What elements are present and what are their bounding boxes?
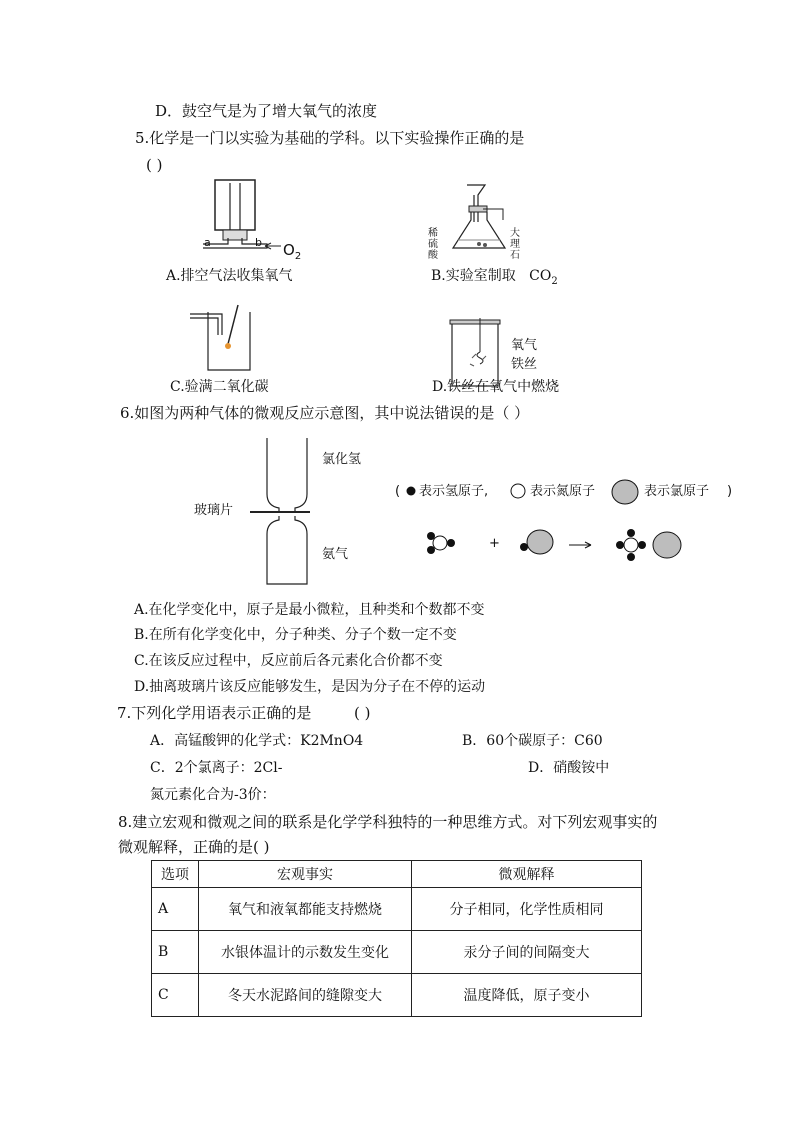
table-cell: 冬天水泥路间的缝隙变大 (199, 974, 412, 1017)
fig-nh3-label: 氨气 (322, 547, 349, 562)
nh3-molecule (427, 532, 455, 554)
q5-stem: 5.化学是一门以实验为基础的学科。以下实验操作正确的是 (135, 129, 525, 147)
q8-table (151, 860, 642, 1017)
fig-d-oxygen: 氧气 (511, 338, 538, 353)
fig-d-wire: 铁丝 (511, 357, 538, 372)
table-row (152, 974, 642, 1017)
nh4cl-molecule (616, 529, 681, 561)
legend-cl-circle (611, 479, 639, 505)
glass-plate (250, 507, 310, 517)
q7-stem: 7.下列化学用语表示正确的是 (117, 704, 312, 722)
q5-label-c: C.验满二氧化碳 (170, 379, 269, 395)
table-header-micro: 微观解释 (412, 861, 642, 888)
fig-a-gas: $O_2$ (283, 241, 302, 262)
q6-option-c: C.在该反应过程中，反应前后各元素化合价都不变 (134, 653, 443, 669)
legend-cl: 表示氯原子 (644, 484, 710, 499)
q6-stem: 6.如图为两种气体的微观反应示意图，其中说法错误的是（ ） (120, 404, 530, 422)
fig-glass-label: 玻璃片 (194, 503, 234, 518)
legend-n: 表示氮原子 (530, 484, 596, 499)
fig-hcl-label: 氯化氢 (322, 452, 362, 467)
q7-option-c: C．2个氯离子：2Cl- (150, 760, 283, 776)
q8-stem: 8.建立宏观和微观之间的联系是化学学科独特的一种思维方式。对下列宏观事实的 (118, 813, 658, 831)
q5-answer-paren: ( ) (146, 156, 163, 174)
q5-figure-c (190, 300, 260, 375)
q6-option-a: A.在化学变化中，原子是最小微粒，且种类和个数都不变 (134, 602, 485, 618)
legend-close: ) (727, 484, 733, 499)
legend-h: 表示氢原子, (419, 484, 489, 499)
table-cell: 水银体温计的示数发生变化 (199, 931, 412, 974)
legend-n-circle (510, 483, 526, 499)
legend-open: ( (395, 484, 401, 499)
q7-answer-paren: ( ) (354, 704, 371, 722)
q5-label-a: A.排空气法收集氧气 (166, 268, 293, 284)
table-row (152, 931, 642, 974)
table-cell: 氧气和液氧都能支持燃烧 (199, 888, 412, 931)
q7-option-d: D．硝酸铵中 (528, 760, 610, 776)
table-cell: 汞分子间的间隔变大 (412, 931, 642, 974)
table-row (152, 888, 642, 931)
q5-label-d: D.铁丝在氧气中燃烧 (432, 379, 560, 395)
q4-option-d: D．鼓空气是为了增大氧气的浓度 (155, 102, 378, 120)
reaction-plus: + (489, 536, 500, 551)
q6-option-b: B.在所有化学变化中，分子种类、分子个数一定不变 (134, 627, 457, 643)
q5-figure-b (445, 180, 515, 255)
q7-option-d-cont: 氮元素化合为-3价： (150, 787, 276, 803)
table-cell: B (152, 931, 199, 974)
q7-option-a: A．高锰酸钾的化学式：K2MnO4 (150, 733, 364, 749)
table-header-macro: 宏观事实 (199, 861, 412, 888)
fig-b-acid: 稀 硫 酸 (428, 228, 438, 261)
hcl-molecule (520, 530, 553, 554)
table-cell: A (152, 888, 199, 931)
table-header-row (152, 861, 642, 888)
table-cell: 分子相同，化学性质相同 (412, 888, 642, 931)
fig-b-marble: 大 理 石 (510, 228, 520, 261)
q7-option-b: B．60个碳原子：C60 (462, 733, 603, 749)
q8-stem-cont: 微观解释，正确的是( ) (118, 838, 270, 856)
q6-option-d: D.抽离玻璃片该反应能够发生，是因为分子在不停的运动 (134, 679, 486, 695)
table-cell: C (152, 974, 199, 1017)
fig-a-label-a: a (204, 236, 211, 249)
table-cell: 温度降低，原子变小 (412, 974, 642, 1017)
q5-label-b: B.实验室制取 $CO_2$ (431, 268, 558, 287)
legend-h-dot (406, 486, 416, 496)
table-header-option: 选项 (152, 861, 199, 888)
fig-a-label-b: b (255, 236, 262, 249)
reaction-diagram (423, 524, 693, 570)
